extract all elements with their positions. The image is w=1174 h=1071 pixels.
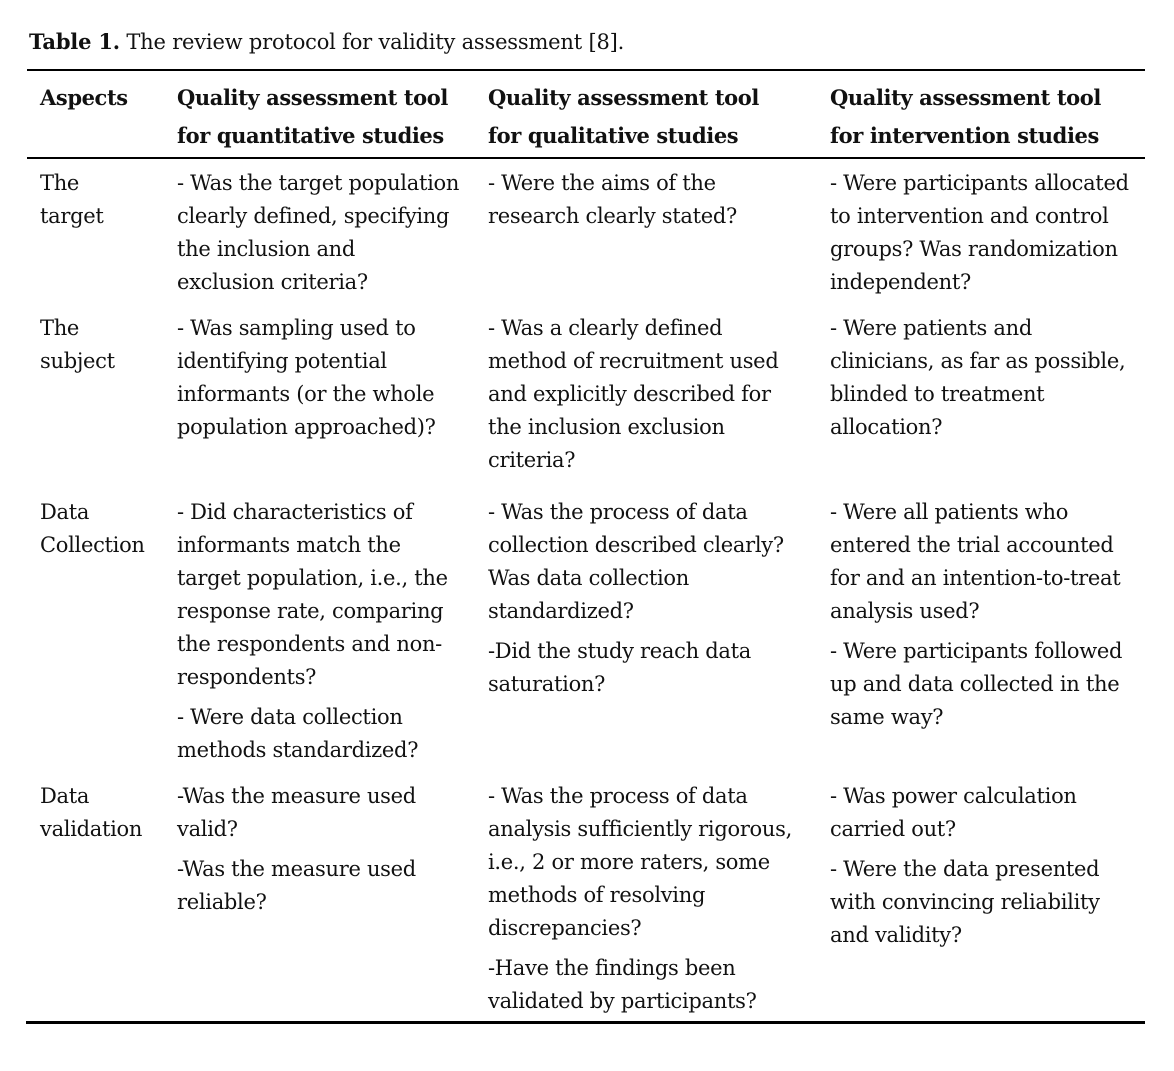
- question-text: informants match the: [177, 533, 401, 557]
- question-item: [830, 853, 1145, 952]
- question-item: [488, 635, 818, 701]
- question-item: [177, 312, 477, 444]
- cell-intervention: [830, 312, 1145, 451]
- question-text: up and data collected in the: [830, 672, 1120, 696]
- cell-aspect: [40, 496, 170, 562]
- question-text: exclusion criteria?: [177, 270, 368, 294]
- question-text: collection described clearly?: [488, 533, 784, 557]
- cell-qualitative: [488, 496, 818, 708]
- question-item: [488, 780, 818, 945]
- question-text: i.e., 2 or more raters, some: [488, 850, 770, 874]
- question-item: [177, 853, 477, 919]
- question-text: valid?: [177, 817, 238, 841]
- question-text: - Were data collection: [177, 705, 403, 729]
- question-text: groups? Was randomization: [830, 237, 1118, 261]
- question-text: methods standardized?: [177, 738, 419, 762]
- question-text: -Was the measure used: [177, 857, 416, 881]
- question-text: identifying potential: [177, 349, 387, 373]
- question-item: [488, 312, 818, 477]
- question-text: standardized?: [488, 599, 634, 623]
- cell-quantitative: [177, 312, 477, 451]
- question-text: research clearly stated?: [488, 204, 738, 228]
- cell-intervention: [830, 167, 1145, 306]
- question-text: - Was a clearly defined: [488, 316, 723, 340]
- question-text: clearly defined, specifying: [177, 204, 450, 228]
- question-item: [488, 167, 818, 233]
- header-intervention: [830, 79, 1145, 155]
- question-text: reliable?: [177, 890, 267, 914]
- question-text: to intervention and control: [830, 204, 1109, 228]
- question-text: independent?: [830, 270, 972, 294]
- aspect-label: Collection: [40, 533, 145, 557]
- cell-aspect: [40, 312, 170, 378]
- question-text: saturation?: [488, 672, 606, 696]
- question-item: [177, 167, 477, 299]
- question-text: validated by participants?: [488, 989, 757, 1013]
- table-top-rule: [27, 69, 1145, 71]
- question-text: and explicitly described for: [488, 382, 771, 406]
- question-text: -Was the measure used: [177, 784, 416, 808]
- question-text: - Was sampling used to: [177, 316, 416, 340]
- question-item: [177, 780, 477, 846]
- cell-quantitative: [177, 496, 477, 774]
- table-caption: [29, 28, 624, 56]
- header-text: Quality assessment tool: [830, 85, 1101, 110]
- cell-quantitative: [177, 780, 477, 926]
- question-text: - Were patients and: [830, 316, 1032, 340]
- question-text: criteria?: [488, 448, 576, 472]
- question-text: the inclusion exclusion: [488, 415, 725, 439]
- question-text: - Was the process of data: [488, 784, 748, 808]
- question-text: response rate, comparing: [177, 599, 444, 623]
- question-text: entered the trial accounted: [830, 533, 1114, 557]
- question-text: Was data collection: [488, 566, 689, 590]
- header-text: for quantitative studies: [177, 123, 444, 148]
- header-text: Aspects: [40, 85, 128, 110]
- question-text: - Did characteristics of: [177, 500, 413, 524]
- header-text: Quality assessment tool: [177, 85, 448, 110]
- question-text: - Were the data presented: [830, 857, 1100, 881]
- header-aspect: [40, 79, 170, 117]
- question-item: [830, 496, 1145, 628]
- table-caption-text: The review protocol for validity assessment [8].: [119, 30, 625, 54]
- question-text: allocation?: [830, 415, 943, 439]
- cell-aspect: [40, 167, 170, 233]
- aspect-label: The: [40, 171, 80, 195]
- header-quantitative: [177, 79, 477, 155]
- table-header-rule: [27, 157, 1145, 159]
- question-item: [488, 496, 818, 628]
- question-item: [830, 167, 1145, 299]
- question-text: methods of resolving: [488, 883, 706, 907]
- question-text: the inclusion and: [177, 237, 356, 261]
- question-text: for and an intention-to-treat: [830, 566, 1121, 590]
- question-item: [830, 635, 1145, 734]
- question-text: - Was the process of data: [488, 500, 748, 524]
- aspect-label: validation: [40, 817, 143, 841]
- question-item: [177, 701, 477, 767]
- cell-intervention: [830, 496, 1145, 741]
- question-text: respondents?: [177, 665, 317, 689]
- table-caption-label: Table 1.: [29, 29, 120, 54]
- aspect-label: The: [40, 316, 80, 340]
- question-text: carried out?: [830, 817, 956, 841]
- question-text: - Were all patients who: [830, 500, 1069, 524]
- question-text: - Were participants followed: [830, 639, 1123, 663]
- question-text: blinded to treatment: [830, 382, 1045, 406]
- question-text: analysis used?: [830, 599, 980, 623]
- cell-intervention: [830, 780, 1145, 959]
- question-item: [488, 952, 818, 1018]
- question-text: - Was power calculation: [830, 784, 1077, 808]
- question-text: with convincing reliability: [830, 890, 1100, 914]
- header-text: for qualitative studies: [488, 123, 739, 148]
- cell-aspect: [40, 780, 170, 846]
- header-text: for intervention studies: [830, 123, 1099, 148]
- question-text: analysis sufficiently rigorous,: [488, 817, 792, 841]
- cell-qualitative: [488, 780, 818, 1025]
- question-item: [177, 496, 477, 694]
- question-item: [830, 780, 1145, 846]
- question-text: -Did the study reach data: [488, 639, 751, 663]
- cell-qualitative: [488, 312, 818, 484]
- aspect-label: Data: [40, 784, 90, 808]
- header-qualitative: [488, 79, 818, 155]
- question-text: and validity?: [830, 923, 962, 947]
- question-text: informants (or the whole: [177, 382, 435, 406]
- aspect-label: Data: [40, 500, 90, 524]
- question-text: population approached)?: [177, 415, 436, 439]
- header-text: Quality assessment tool: [488, 85, 759, 110]
- question-text: -Have the findings been: [488, 956, 736, 980]
- cell-quantitative: [177, 167, 477, 306]
- question-text: the respondents and non-: [177, 632, 442, 656]
- question-text: - Were participants allocated: [830, 171, 1129, 195]
- question-text: same way?: [830, 705, 944, 729]
- question-item: [830, 312, 1145, 444]
- question-text: clinicians, as far as possible,: [830, 349, 1126, 373]
- aspect-label: subject: [40, 349, 115, 373]
- question-text: discrepancies?: [488, 916, 642, 940]
- question-text: method of recruitment used: [488, 349, 779, 373]
- question-text: target population, i.e., the: [177, 566, 448, 590]
- question-text: - Were the aims of the: [488, 171, 716, 195]
- question-text: - Was the target population: [177, 171, 460, 195]
- aspect-label: target: [40, 204, 104, 228]
- cell-qualitative: [488, 167, 818, 240]
